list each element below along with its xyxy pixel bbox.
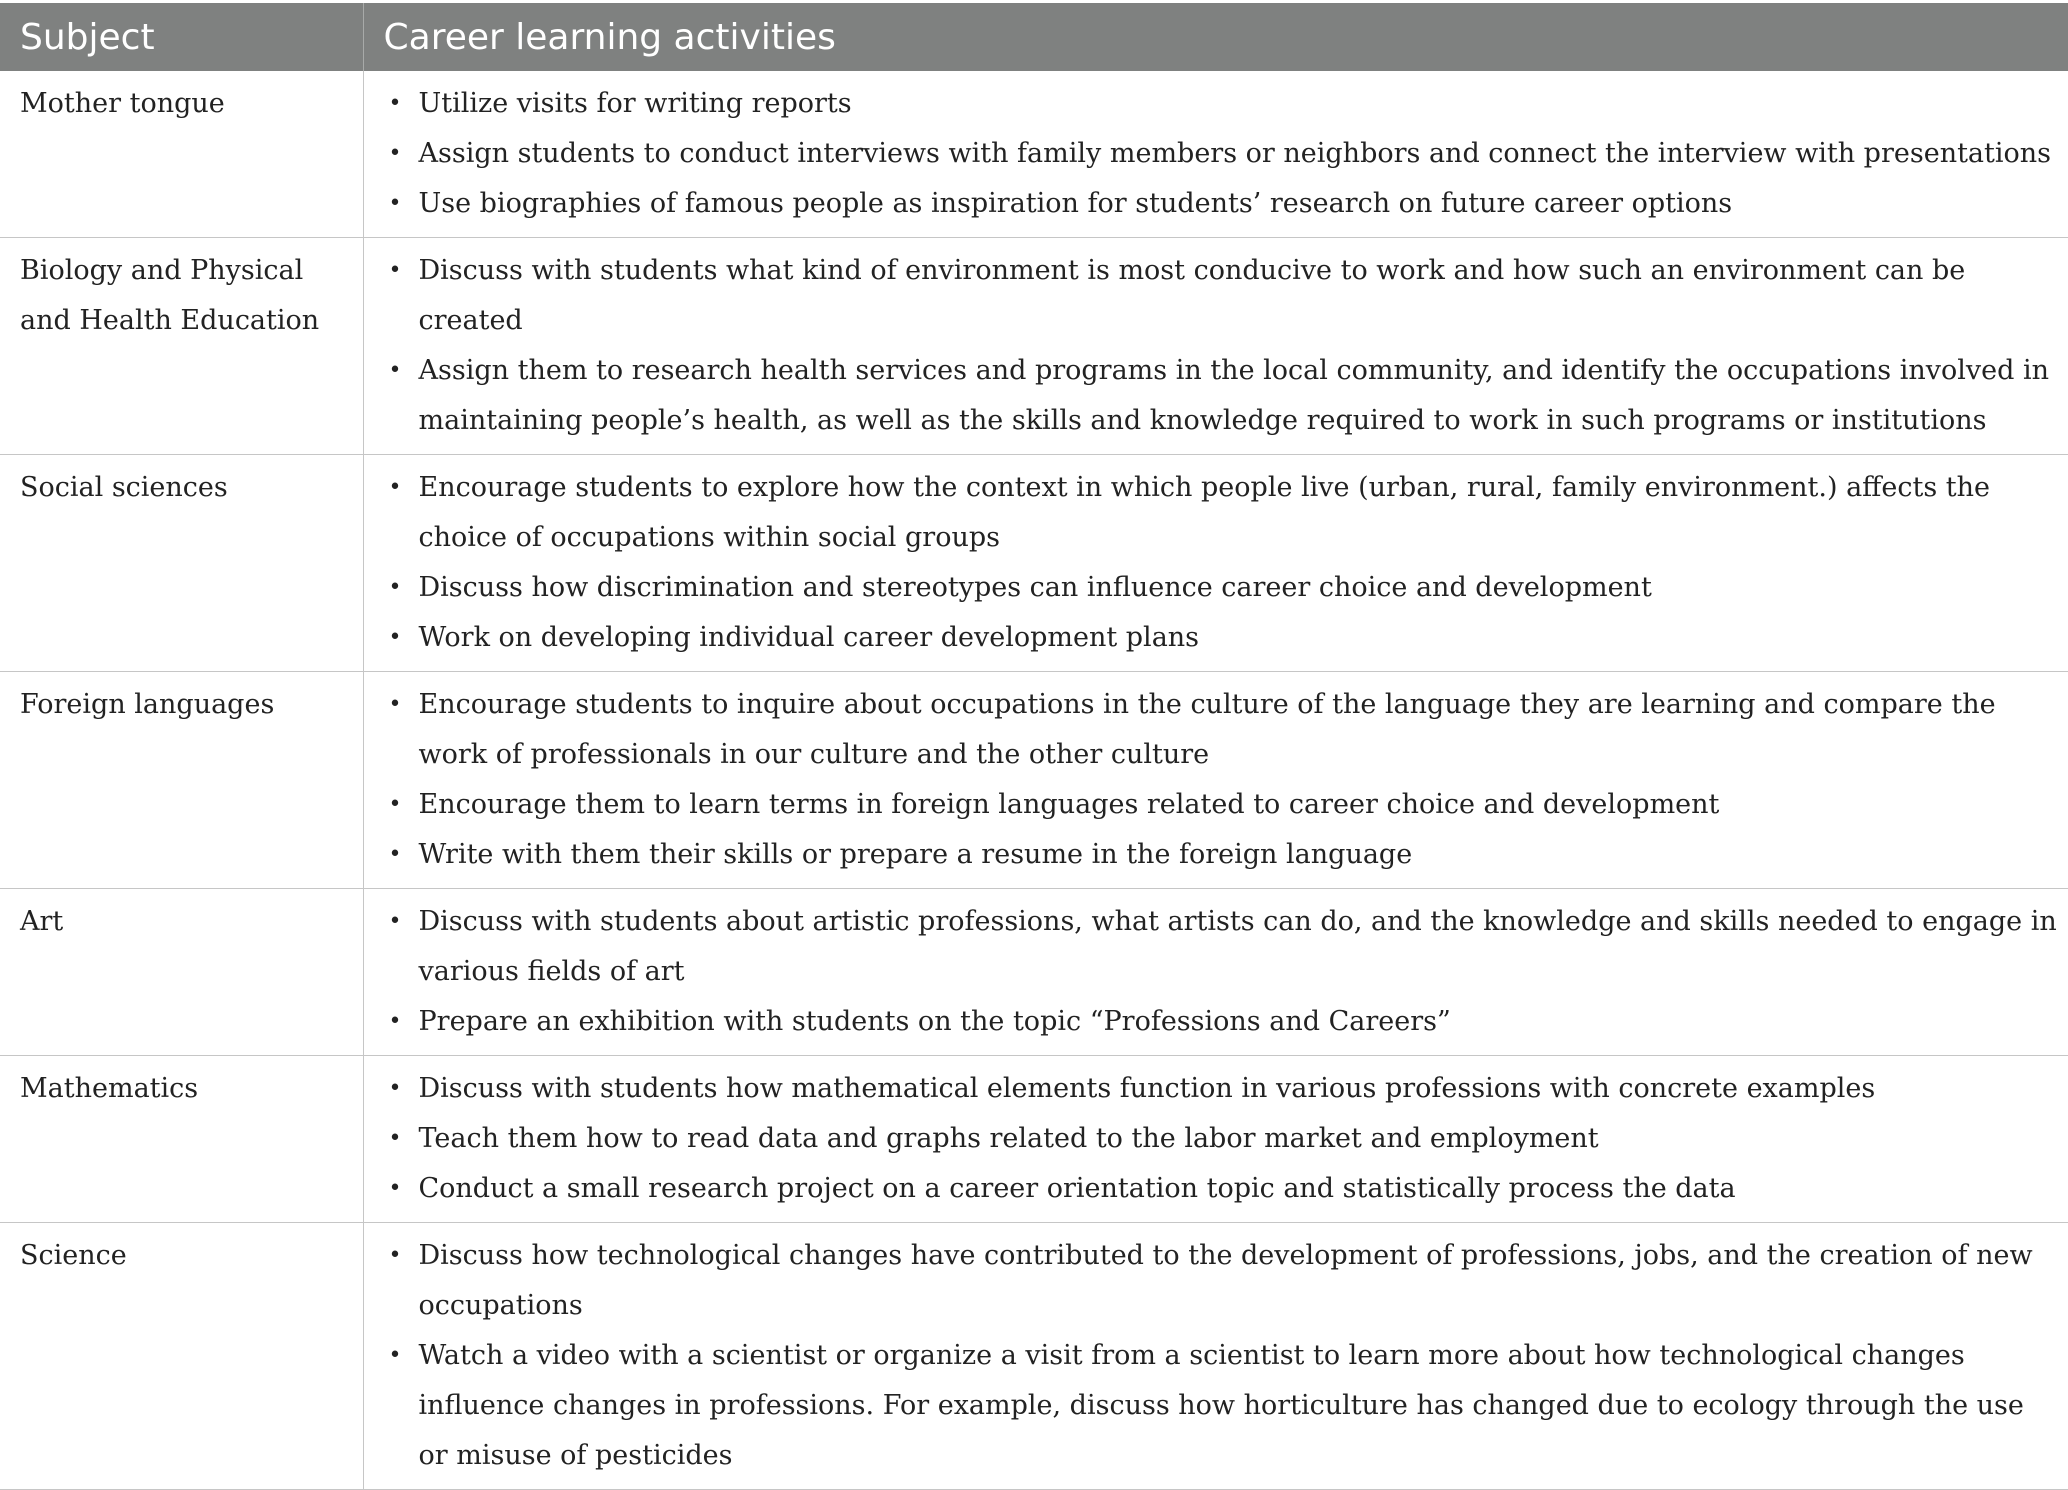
subject-cell: Art bbox=[0, 889, 363, 1056]
header-subject: Subject bbox=[0, 3, 363, 71]
subject-cell: Foreign languages bbox=[0, 672, 363, 889]
activity-text: Encourage students to explore how the context in which people live (urban, rural, family environment.) affects the choice of occupations within social groups bbox=[419, 472, 1990, 553]
activities-list bbox=[364, 246, 2068, 446]
bullet-icon: • bbox=[389, 246, 402, 296]
table-row bbox=[0, 1223, 2068, 1490]
bullet-icon: • bbox=[389, 1331, 402, 1381]
activities-cell bbox=[363, 71, 2068, 238]
bullet-icon: • bbox=[389, 997, 402, 1047]
bullet-icon: • bbox=[389, 680, 402, 730]
table-body bbox=[0, 71, 2068, 1490]
subject-cell: Mathematics bbox=[0, 1056, 363, 1223]
bullet-icon: • bbox=[389, 346, 402, 396]
activity-item bbox=[419, 1114, 2068, 1164]
table-row bbox=[0, 672, 2068, 889]
activities-list bbox=[364, 1064, 2068, 1214]
subject-cell: Mother tongue bbox=[0, 71, 363, 238]
header-row bbox=[0, 3, 2068, 71]
bullet-icon: • bbox=[389, 897, 402, 947]
activity-item bbox=[419, 897, 2068, 997]
activities-list bbox=[364, 680, 2068, 880]
activity-text: Discuss how discrimination and stereotypes can influence career choice and development bbox=[419, 572, 1652, 603]
activities-cell bbox=[363, 238, 2068, 455]
activities-list bbox=[364, 463, 2068, 663]
activity-text: Work on developing individual career development plans bbox=[419, 622, 1200, 653]
activities-list bbox=[364, 897, 2068, 1047]
activities-list bbox=[364, 79, 2068, 229]
activity-text: Encourage them to learn terms in foreign languages related to career choice and development bbox=[419, 789, 1720, 820]
activities-cell bbox=[363, 1223, 2068, 1490]
activity-text: Write with them their skills or prepare a resume in the foreign language bbox=[419, 839, 1413, 870]
subject-cell: Social sciences bbox=[0, 455, 363, 672]
bullet-icon: • bbox=[389, 79, 402, 129]
activity-item bbox=[419, 1331, 2068, 1481]
activity-item bbox=[419, 1064, 2068, 1114]
bullet-icon: • bbox=[389, 613, 402, 663]
bullet-icon: • bbox=[389, 1064, 402, 1114]
activities-cell bbox=[363, 889, 2068, 1056]
activity-item bbox=[419, 780, 2068, 830]
table-row bbox=[0, 889, 2068, 1056]
career-activities-table bbox=[0, 3, 2068, 1490]
activity-text: Discuss with students how mathematical elements function in various professions with concrete examples bbox=[419, 1073, 1876, 1104]
activity-item bbox=[419, 613, 2068, 663]
activity-item bbox=[419, 129, 2068, 179]
activity-text: Utilize visits for writing reports bbox=[419, 88, 852, 119]
activity-text: Encourage students to inquire about occupations in the culture of the language they are learning and compare the work of professionals in our culture and the other culture bbox=[419, 689, 1996, 770]
activity-item bbox=[419, 563, 2068, 613]
activity-text: Use biographies of famous people as inspiration for students’ research on future career options bbox=[419, 188, 1733, 219]
activity-item bbox=[419, 1164, 2068, 1214]
activity-item bbox=[419, 79, 2068, 129]
bullet-icon: • bbox=[389, 780, 402, 830]
activities-cell bbox=[363, 1056, 2068, 1223]
subject-cell: Biology and Physical and Health Education bbox=[0, 238, 363, 455]
bullet-icon: • bbox=[389, 1114, 402, 1164]
table-row bbox=[0, 455, 2068, 672]
activity-text: Assign them to research health services and programs in the local community, and identify the occupations involved in maintaining people’s health, as well as the skills and knowledge required to work in such programs or institutions bbox=[419, 355, 2050, 436]
header-activities: Career learning activities bbox=[363, 3, 2068, 71]
activity-text: Discuss with students about artistic professions, what artists can do, and the knowledge and skills needed to engage in various fields of art bbox=[419, 906, 2057, 987]
bullet-icon: • bbox=[389, 1164, 402, 1214]
activities-cell bbox=[363, 672, 2068, 889]
table-row bbox=[0, 1056, 2068, 1223]
activity-item bbox=[419, 179, 2068, 229]
activity-item bbox=[419, 830, 2068, 880]
activity-text: Conduct a small research project on a career orientation topic and statistically process the data bbox=[419, 1173, 1736, 1204]
bullet-icon: • bbox=[389, 563, 402, 613]
activity-text: Assign students to conduct interviews with family members or neighbors and connect the interview with presentations bbox=[419, 138, 2052, 169]
activity-text: Discuss with students what kind of environment is most conducive to work and how such an environment can be created bbox=[419, 255, 1966, 336]
activity-item bbox=[419, 346, 2068, 446]
activity-item bbox=[419, 997, 2068, 1047]
activity-text: Watch a video with a scientist or organize a visit from a scientist to learn more about how technological changes influence changes in professions. For example, discuss how horticulture has changed due to ecology through the use or misuse of pesticides bbox=[419, 1340, 2024, 1471]
bullet-icon: • bbox=[389, 1231, 402, 1281]
activity-item bbox=[419, 463, 2068, 563]
table-row bbox=[0, 238, 2068, 455]
bullet-icon: • bbox=[389, 463, 402, 513]
activity-text: Teach them how to read data and graphs related to the labor market and employment bbox=[419, 1123, 1599, 1154]
bullet-icon: • bbox=[389, 179, 402, 229]
subject-cell: Science bbox=[0, 1223, 363, 1490]
table-header bbox=[0, 3, 2068, 71]
activity-item bbox=[419, 680, 2068, 780]
activity-text: Discuss how technological changes have contributed to the development of professions, jobs, and the creation of new occupations bbox=[419, 1240, 2033, 1321]
bullet-icon: • bbox=[389, 129, 402, 179]
activity-text: Prepare an exhibition with students on the topic “Professions and Careers” bbox=[419, 1006, 1451, 1037]
bullet-icon: • bbox=[389, 830, 402, 880]
activities-list bbox=[364, 1231, 2068, 1481]
activity-item bbox=[419, 1231, 2068, 1331]
career-activities-table-container bbox=[0, 3, 2068, 1490]
activities-cell bbox=[363, 455, 2068, 672]
activity-item bbox=[419, 246, 2068, 346]
table-row bbox=[0, 71, 2068, 238]
